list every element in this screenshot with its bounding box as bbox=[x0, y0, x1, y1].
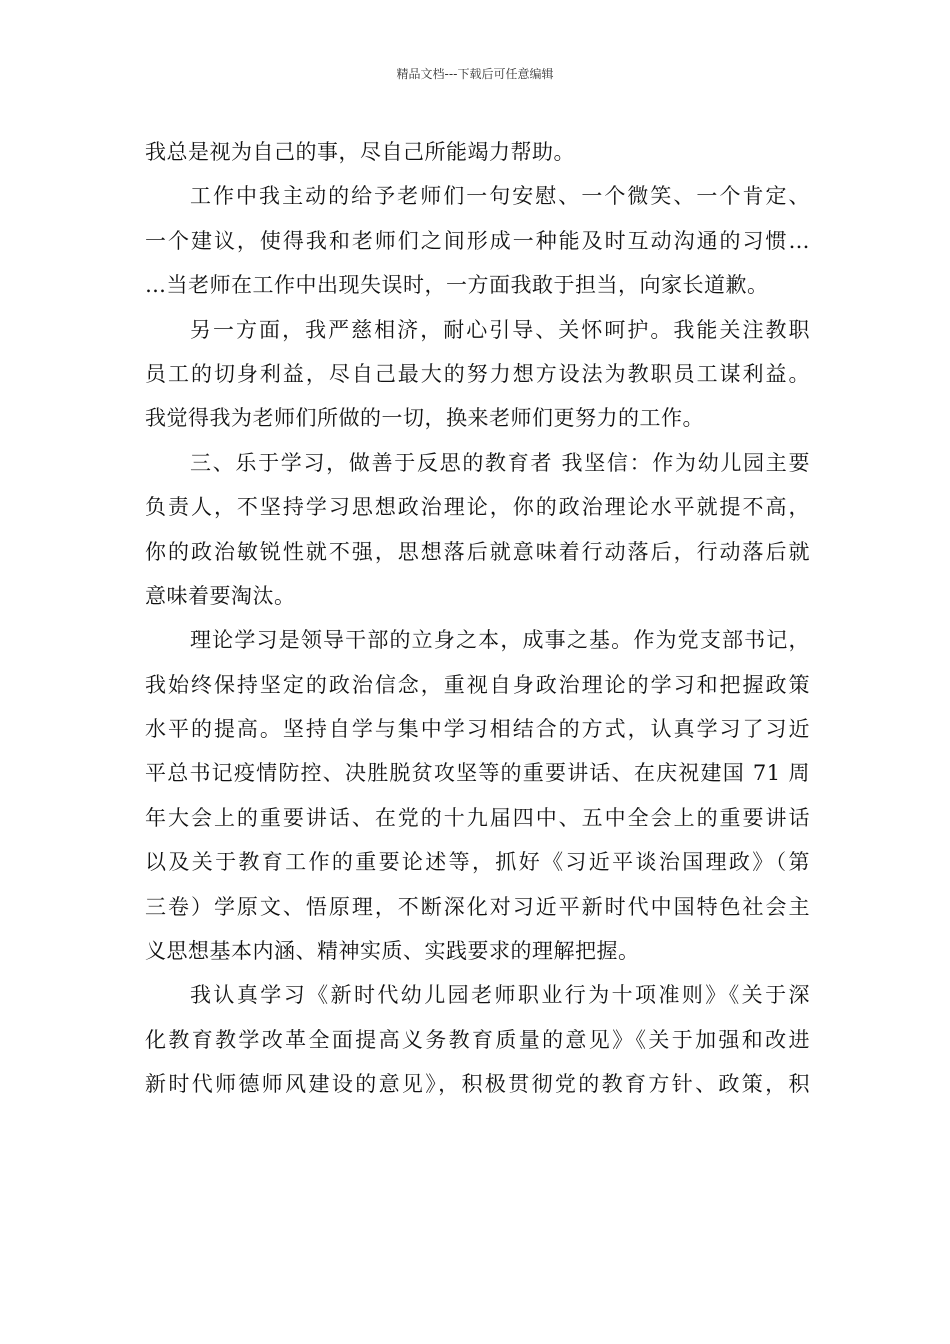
document-body bbox=[145, 130, 810, 1107]
text-line: 年大会上的重要讲话、在党的十九届四中、五中全会上的重要讲话 bbox=[145, 805, 810, 830]
text-line: 平总书记疫情防控、决胜脱贫攻坚等的重要讲话、在庆祝建国 71 周 bbox=[145, 761, 810, 786]
text-line: 我始终保持坚定的政治信念，重视自身政治理论的学习和把握政策 bbox=[145, 672, 810, 697]
text-line: 义思想基本内涵、精神实质、实践要求的理解把握。 bbox=[145, 939, 640, 964]
text-line: 水平的提高。坚持自学与集中学习相结合的方式，认真学习了习近 bbox=[145, 717, 810, 742]
text-line: 一个建议，使得我和老师们之间形成一种能及时互动沟通的习惯… bbox=[145, 228, 810, 253]
text-line: 工作中我主动的给予老师们一句安慰、一个微笑、一个肯定、 bbox=[190, 184, 810, 209]
text-line: 理论学习是领导干部的立身之本，成事之基。作为党支部书记， bbox=[190, 628, 810, 653]
page-header: 精品文档---下载后可任意编辑 bbox=[396, 67, 554, 81]
text-line: 以及关于教育工作的重要论述等，抓好《习近平谈治国理政》（第 bbox=[145, 850, 810, 875]
text-line: 你的政治敏锐性就不强，思想落后就意味着行动落后，行动落后就 bbox=[145, 539, 810, 564]
text-line: 三卷）学原文、悟原理，不断深化对习近平新时代中国特色社会主 bbox=[145, 894, 810, 919]
text-line: 另一方面，我严慈相济，耐心引导、关怀呵护。我能关注教职 bbox=[190, 317, 810, 342]
text-line: 三、乐于学习，做善于反思的教育者 我坚信：作为幼儿园主要 bbox=[190, 450, 810, 475]
text-line: 负责人，不坚持学习思想政治理论，你的政治理论水平就提不高， bbox=[145, 495, 810, 520]
text-line: 我觉得我为老师们所做的一切，换来老师们更努力的工作。 bbox=[145, 406, 704, 431]
text-line: 新时代师德师风建设的意见》，积极贯彻党的教育方针、政策，积 bbox=[145, 1072, 810, 1097]
text-line: 我总是视为自己的事，尽自己所能竭力帮助。 bbox=[145, 140, 575, 164]
text-line: 员工的切身利益，尽自己最大的努力想方设法为教职员工谋利益。 bbox=[145, 361, 810, 386]
text-line: …当老师在工作中出现失误时，一方面我敢于担当，向家长道歉。 bbox=[145, 273, 769, 298]
text-line: 我认真学习《新时代幼儿园老师职业行为十项准则》《关于深 bbox=[190, 983, 810, 1008]
text-line: 化教育教学改革全面提高义务教育质量的意见》《关于加强和改进 bbox=[145, 1027, 810, 1052]
text-line: 意味着要淘汰。 bbox=[145, 583, 296, 608]
